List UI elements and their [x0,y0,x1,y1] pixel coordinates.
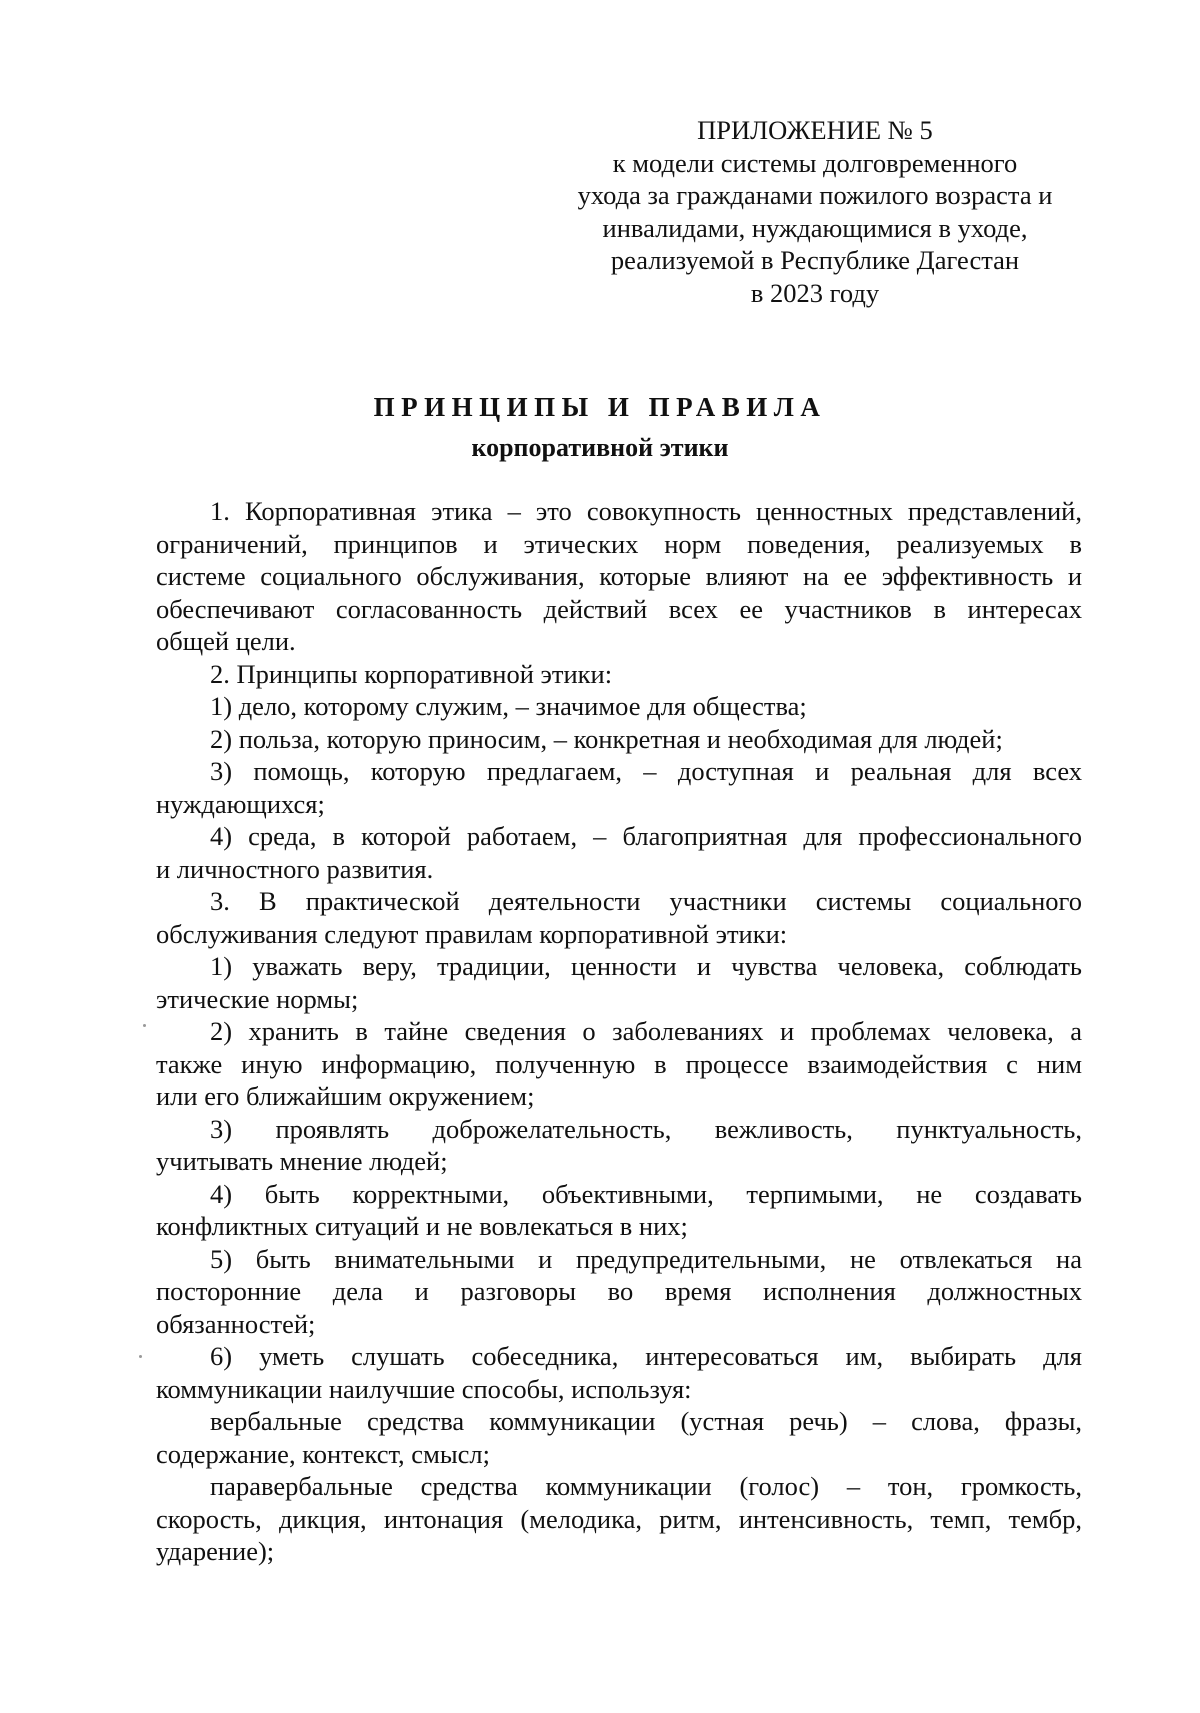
scan-speck [139,1355,142,1358]
body-line: 3) помощь, которую предлагаем, – доступная и реальная для всех [210,756,1082,786]
document-subtitle: корпоративной этики [471,433,729,462]
body-line: конфликтных ситуаций и не вовлекаться в них; [156,1211,688,1241]
body-line: также иную информацию, полученную в процессе взаимодействия с ним [156,1048,1082,1079]
body-line: посторонние дела и разговоры во время исполнения должностных [156,1276,1082,1306]
body-line: 4) быть корректными, объективными, терпимыми, не создавать [210,1178,1082,1209]
body-line: и личностного развития. [156,853,434,884]
body-line: общей цели. [156,626,296,656]
appendix-line: ухода за гражданами пожилого возраста и [577,180,1053,210]
appendix-line: реализуемой в Республике Дагестан [610,245,1020,275]
body-line: скорость, дикция, интонация (мелодика, ритм, интенсивность, темп, тембр, [156,1503,1082,1534]
body-line: 2) польза, которую приносим, – конкретная и необходимая для людей; [210,723,1003,754]
body-line: или его ближайшим окружением; [156,1081,535,1111]
body-line: содержание, контекст, смысл; [156,1438,490,1469]
body-line: этические нормы; [156,983,359,1014]
body-line: ограничений, принципов и этических норм поведения, реализуемых в [156,528,1082,559]
appendix-line: к модели системы долговременного [612,147,1018,178]
body-line: 2. Принципы корпоративной этики: [210,658,613,689]
body-line: обеспечивают согласованность действий всех ее участников в интересах [156,593,1082,624]
body-line: 6) уметь слушать собеседника, интересоваться им, выбирать для [210,1341,1082,1371]
body-line: коммуникации наилучшие способы, используя: [156,1373,692,1404]
body-line: обслуживания следуют правилам корпоративной этики: [156,918,788,949]
body-line: 1. Корпоративная этика – это совокупность ценностных представлений, [210,496,1082,526]
body-line: 1) уважать веру, традиции, ценности и чувства человека, соблюдать [210,951,1082,981]
body-line: учитывать мнение людей; [156,1146,448,1176]
appendix-line: ПРИЛОЖЕНИЕ № 5 [697,115,933,145]
body-line: ударение); [156,1536,275,1566]
body-line: 1) дело, которому служим, – значимое для общества; [210,691,807,721]
appendix-line: в 2023 году [750,277,880,308]
body-line: 5) быть внимательными и предупредительными, не отвлекаться на [210,1243,1082,1274]
body-line: 3) проявлять доброжелательность, вежливость, пунктуальность, [210,1113,1082,1144]
appendix-line: инвалидами, нуждающимися в уходе, [602,212,1028,243]
document-body [156,495,1082,1568]
body-line: 2) хранить в тайне сведения о заболеваниях и проблемах человека, а [210,1016,1082,1046]
body-line: 4) среда, в которой работаем, – благоприятная для профессионального [210,821,1082,851]
scan-speck [143,1024,146,1027]
body-line: обязанностей; [156,1308,316,1339]
appendix-header [535,114,1095,309]
body-line: системе социального обслуживания, которые влияют на ее эффективность и [156,561,1082,591]
body-line: нуждающихся; [156,788,325,819]
body-line: 3. В практической деятельности участники системы социального [210,886,1082,916]
body-line: вербальные средства коммуникации (устная речь) – слова, фразы, [210,1406,1082,1436]
body-line: паравербальные средства коммуникации (голос) – тон, громкость, [210,1471,1082,1501]
document-title: ПРИНЦИПЫ И ПРАВИЛА [373,392,827,422]
